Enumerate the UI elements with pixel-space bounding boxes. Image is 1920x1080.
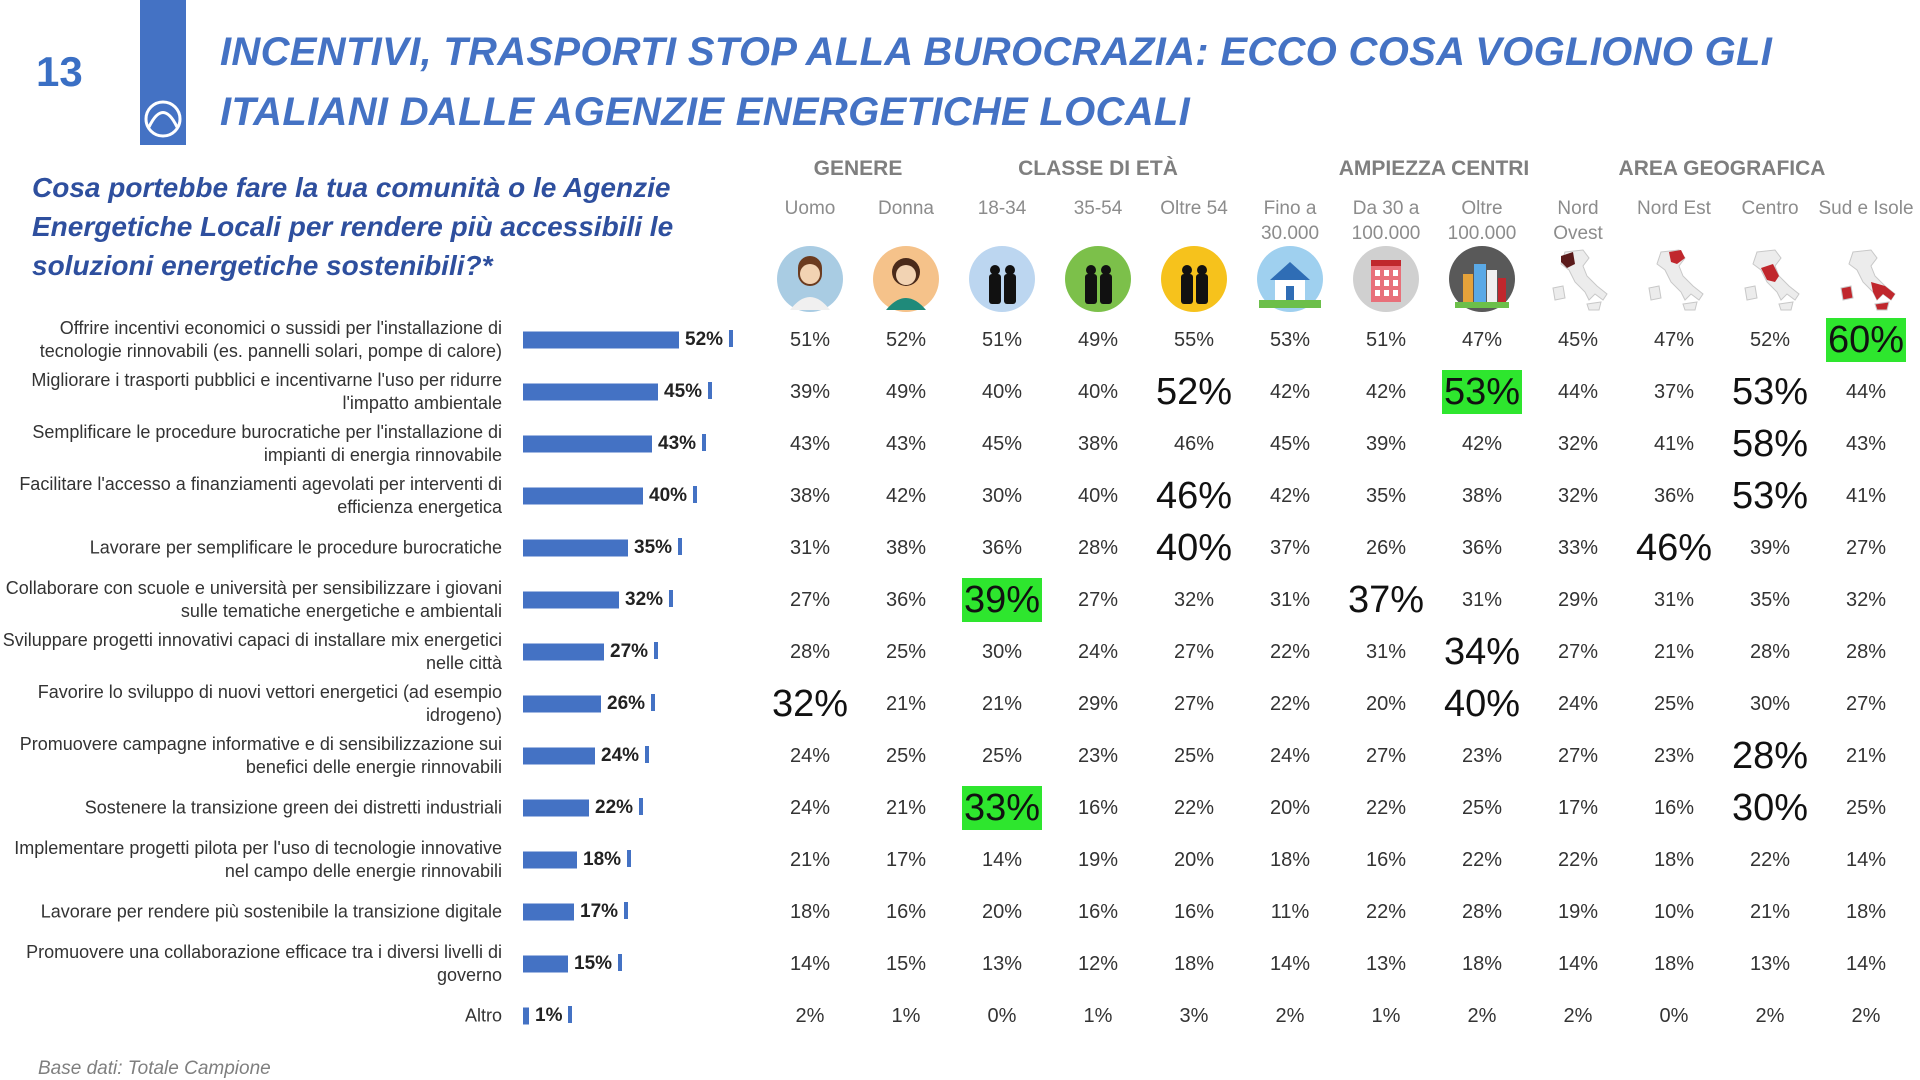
total-bar-value-text: 17% [580,901,619,922]
table-cell: 24% [789,745,831,767]
table-cell: 27% [1557,641,1599,663]
total-bar-value [649,485,697,507]
table-cell: 31% [1461,589,1503,611]
table-cell: 29% [1557,589,1599,611]
total-bar-value-text: 18% [583,849,622,870]
table-cell: 36% [885,589,927,611]
table-cell: 17% [885,849,927,871]
table-cell: 19% [1557,901,1599,923]
table-cell: 53% [1731,475,1809,517]
total-bar-value [607,693,655,715]
table-cell: 2% [1851,1005,1881,1027]
total-bar-value [658,433,706,455]
row-label: Facilitare l'accesso a finanziamenti agevolati per interventi di efficienza energetica [19,474,502,517]
table-cell: 25% [1461,797,1503,819]
table-cell: 22% [1749,849,1791,871]
row-label: Lavorare per rendere più sostenibile la transizione digitale [40,901,502,922]
total-bar [523,384,658,401]
table-cell: 58% [1731,423,1809,465]
group-header-1: CLASSE DI ETÀ [1018,157,1178,180]
total-bar-value-text: 32% [625,589,664,610]
total-bar-tick [627,850,631,867]
column-header-1: Donna [878,198,934,219]
table-cell: 44% [1557,381,1599,403]
table-cell: 33% [963,787,1041,829]
total-bar-tick [639,798,643,815]
table-cell: 40% [1077,381,1119,403]
table-cell: 49% [885,381,927,403]
table-cell: 38% [1461,485,1503,507]
table-cell: 35% [1365,485,1407,507]
table-cell: 38% [885,537,927,559]
table-cell: 27% [1173,641,1215,663]
total-bar-value-text: 24% [601,745,640,766]
total-bar [523,800,589,817]
italy-map-south-icon [1831,244,1901,314]
table-cell: 26% [1365,537,1407,559]
table-cell: 12% [1077,953,1119,975]
table-cell: 21% [885,693,927,715]
table-cell: 18% [1461,953,1503,975]
total-bar [523,748,595,765]
total-bar-tick [708,382,712,399]
total-bar [523,696,601,713]
table-cell: 16% [1365,849,1407,871]
total-bar-value [634,537,682,559]
table-cell: 22% [1557,849,1599,871]
page-number: 13 [36,48,83,95]
table-cell: 45% [981,433,1023,455]
total-bar-value [625,589,673,611]
table-cell: 29% [1077,693,1119,715]
table-cell: 21% [885,797,927,819]
table-cell: 24% [1077,641,1119,663]
table-cell: 24% [789,797,831,819]
table-cell: 2% [1275,1005,1305,1027]
table-cell: 18% [789,901,831,923]
survey-question: Cosa portebbe fare la tua comunità o le Agenzie Energetiche Locali per rendere più accessibili le soluzioni energetiche sostenibili?* [32,172,674,281]
table-cell: 2% [1563,1005,1593,1027]
table-cell: 22% [1173,797,1215,819]
column-header-0: Uomo [784,198,836,219]
table-cell: 30% [981,641,1023,663]
table-cell: 55% [1173,329,1215,351]
table-cell: 23% [1077,745,1119,767]
table-cell: 37% [1347,579,1425,621]
table-cell: 53% [1443,371,1521,413]
table-cell: 38% [789,485,831,507]
table-cell: 18% [1269,849,1311,871]
total-bar-tick [645,746,649,763]
table-cell: 30% [1731,787,1809,829]
table-cell: 18% [1173,953,1215,975]
table-cell: 2% [795,1005,825,1027]
table-cell: 37% [1653,381,1695,403]
table-cell: 36% [981,537,1023,559]
table-cell: 20% [1173,849,1215,871]
table-cell: 25% [885,745,927,767]
table-cell: 42% [1269,381,1311,403]
total-bar-value [685,329,733,351]
table-cell: 32% [1845,589,1887,611]
table-cell: 24% [1557,693,1599,715]
column-header-10: Centro [1741,198,1799,219]
table-cell: 42% [885,485,927,507]
total-bar-tick [654,642,658,659]
table-cell: 22% [1269,641,1311,663]
table-cell: 40% [1155,527,1233,569]
table-cell: 31% [1653,589,1695,611]
row-label: Offrire incentivi economici o sussidi per l'installazione di tecnologie rinnovabili (es. pannelli solari, pompe di calore) [39,318,502,361]
total-bar-value-text: 40% [649,485,688,506]
total-bar-tick [618,954,622,971]
table-cell: 43% [789,433,831,455]
table-cell: 40% [1077,485,1119,507]
medium-town-icon [1351,244,1421,314]
group-header-3: AREA GEOGRAFICA [1618,157,1826,180]
total-bar-value [601,745,649,767]
column-header-9: Nord Est [1637,198,1711,219]
table-cell: 49% [1077,329,1119,351]
group-header-0: GENERE [813,157,903,180]
table-cell: 14% [1269,953,1311,975]
total-bar-tick [669,590,673,607]
column-header-2: 18-34 [977,198,1027,219]
italy-map-northeast-icon [1639,244,1709,314]
table-cell: 42% [1365,381,1407,403]
total-bar-value-text: 22% [595,797,634,818]
big-city-icon [1447,244,1517,314]
table-cell: 38% [1077,433,1119,455]
total-bar [523,1008,529,1025]
table-cell: 30% [981,485,1023,507]
table-cell: 42% [1461,433,1503,455]
table-cell: 13% [1365,953,1407,975]
table-cell: 36% [1461,537,1503,559]
italy-map-center-icon [1735,244,1805,314]
total-bar-value [574,953,622,975]
table-cell: 31% [1269,589,1311,611]
young-couple-icon [967,244,1037,314]
table-cell: 25% [1173,745,1215,767]
table-cell: 16% [1173,901,1215,923]
table-cell: 34% [1443,631,1521,673]
table-cell: 60% [1827,319,1905,361]
table-cell: 27% [1077,589,1119,611]
woman-avatar-icon [871,244,941,314]
table-cell: 52% [885,329,927,351]
table-cell: 25% [1845,797,1887,819]
total-bar-value [583,849,631,871]
table-cell: 46% [1635,527,1713,569]
column-header-5: Fino a 30.000 [1260,198,1320,244]
table-cell: 27% [1557,745,1599,767]
table-cell: 25% [1653,693,1695,715]
table-cell: 37% [1269,537,1311,559]
total-bar-value [535,1005,572,1027]
column-header-3: 35-54 [1073,198,1123,219]
table-cell: 13% [1749,953,1791,975]
total-bar [523,332,679,349]
table-cell: 10% [1653,901,1695,923]
table-cell: 27% [1365,745,1407,767]
small-house-icon [1255,244,1325,314]
table-cell: 39% [963,579,1041,621]
total-bar-value-text: 27% [610,641,649,662]
total-bar [523,904,574,921]
brand-logo-icon [140,96,186,142]
total-bar-value-text: 45% [664,381,703,402]
table-cell: 14% [1845,953,1887,975]
table-cell: 1% [1371,1005,1401,1027]
table-cell: 52% [1155,371,1233,413]
table-cell: 21% [1845,745,1887,767]
adult-couple-icon [1063,244,1133,314]
table-cell: 51% [1365,329,1407,351]
table-cell: 18% [1653,953,1695,975]
table-cell: 21% [1749,901,1791,923]
total-bar [523,540,628,557]
table-cell: 1% [891,1005,921,1027]
row-label: Promuovere una collaborazione efficace tra i diversi livelli di governo [26,942,502,985]
table-cell: 23% [1461,745,1503,767]
table-cell: 22% [1365,901,1407,923]
table-cell: 28% [1461,901,1503,923]
column-header-4: Oltre 54 [1160,198,1228,219]
total-bar [523,644,604,661]
total-bar-value [580,901,628,923]
row-label: Favorire lo sviluppo di nuovi vettori energetici (ad esempio idrogeno) [37,682,502,725]
table-cell: 39% [789,381,831,403]
row-label: Lavorare per semplificare le procedure burocratiche [89,537,502,558]
table-cell: 52% [1749,329,1791,351]
table-cell: 22% [1365,797,1407,819]
total-bar-tick [624,902,628,919]
table-cell: 2% [1755,1005,1785,1027]
table-cell: 24% [1269,745,1311,767]
table-cell: 19% [1077,849,1119,871]
table-cell: 14% [981,849,1023,871]
total-bar [523,956,568,973]
column-header-7: Oltre 100.000 [1447,198,1517,244]
total-bar [523,852,577,869]
total-bar [523,488,643,505]
table-cell: 16% [1077,901,1119,923]
table-cell: 18% [1845,901,1887,923]
table-cell: 42% [1269,485,1311,507]
table-cell: 40% [981,381,1023,403]
table-cell: 21% [1653,641,1695,663]
table-cell: 27% [1173,693,1215,715]
total-bar-tick [651,694,655,711]
table-cell: 20% [1269,797,1311,819]
table-cell: 47% [1653,329,1695,351]
table-cell: 33% [1557,537,1599,559]
table-cell: 30% [1749,693,1791,715]
table-cell: 51% [981,329,1023,351]
total-bar [523,436,652,453]
total-bar-value-text: 35% [634,537,673,558]
row-label: Altro [464,1005,502,1026]
table-cell: 44% [1845,381,1887,403]
total-bar-tick [702,434,706,451]
table-cell: 0% [1659,1005,1689,1027]
row-label: Sviluppare progetti innovativi capaci di installare mix energetici nelle città [2,630,502,673]
table-cell: 22% [1269,693,1311,715]
table-cell: 27% [1845,693,1887,715]
row-label: Sostenere la transizione green dei distretti industriali [84,797,502,818]
table-cell: 31% [1365,641,1407,663]
table-cell: 28% [1749,641,1791,663]
table-cell: 23% [1653,745,1695,767]
table-cell: 41% [1653,433,1695,455]
column-header-8: Nord Ovest [1553,198,1603,244]
table-cell: 27% [1845,537,1887,559]
table-cell: 16% [1077,797,1119,819]
table-cell: 14% [789,953,831,975]
table-cell: 53% [1731,371,1809,413]
table-cell: 3% [1179,1005,1209,1027]
table-cell: 14% [1845,849,1887,871]
table-cell: 46% [1155,475,1233,517]
data-source-note: Base dati: Totale Campione [38,1058,271,1079]
total-bar-value [610,641,658,663]
total-bar-value [595,797,643,819]
table-cell: 25% [885,641,927,663]
group-header-2: AMPIEZZA CENTRI [1338,157,1530,180]
table-cell: 51% [789,329,831,351]
table-cell: 25% [981,745,1023,767]
table-cell: 46% [1173,433,1215,455]
table-cell: 15% [885,953,927,975]
man-avatar-icon [775,244,845,314]
column-header-6: Da 30 a 100.000 [1351,198,1421,244]
table-cell: 32% [771,683,849,725]
italy-map-northwest-icon [1543,244,1613,314]
table-cell: 35% [1749,589,1791,611]
table-cell: 20% [1365,693,1407,715]
row-label: Implementare progetti pilota per l'uso di tecnologie innovative nel campo delle energie rinnovabili [14,838,502,881]
table-cell: 32% [1557,433,1599,455]
table-cell: 39% [1365,433,1407,455]
table-cell: 21% [981,693,1023,715]
table-cell: 32% [1557,485,1599,507]
table-cell: 11% [1270,901,1310,923]
total-bar-value-text: 52% [685,329,724,350]
table-cell: 31% [789,537,831,559]
page-title: INCENTIVI, TRASPORTI STOP ALLA BUROCRAZIA: ECCO COSA VOGLIONO GLI ITALIANI DALLE AGENZIE ENERGETICHE LOCALI [220,30,1773,134]
total-bar-tick [568,1006,572,1023]
table-cell: 22% [1461,849,1503,871]
total-bar [523,592,619,609]
total-bar-value [664,381,712,403]
table-cell: 20% [981,901,1023,923]
table-cell: 17% [1557,797,1599,819]
table-cell: 16% [1653,797,1695,819]
table-cell: 0% [987,1005,1017,1027]
table-cell: 2% [1467,1005,1497,1027]
table-cell: 41% [1845,485,1887,507]
table-cell: 28% [1077,537,1119,559]
table-cell: 32% [1173,589,1215,611]
table-cell: 28% [1845,641,1887,663]
table-cell: 1% [1083,1005,1113,1027]
total-bar-tick [678,538,682,555]
table-cell: 40% [1443,683,1521,725]
row-label: Migliorare i trasporti pubblici e incentivarne l'uso per ridurre l'impatto ambientale [31,370,502,413]
elderly-couple-icon [1159,244,1229,314]
table-cell: 53% [1269,329,1311,351]
total-bar-value-text: 26% [607,693,646,714]
column-header-11: Sud e Isole [1818,198,1914,219]
row-label: Promuovere campagne informative e di sensibilizzazione sui benefici delle energie rinnovabili [19,734,502,777]
total-bar-value-text: 15% [574,953,613,974]
table-cell: 45% [1269,433,1311,455]
table-cell: 39% [1749,537,1791,559]
table-cell: 28% [789,641,831,663]
table-cell: 45% [1557,329,1599,351]
table-cell: 43% [1845,433,1887,455]
table-cell: 47% [1461,329,1503,351]
table-cell: 13% [981,953,1023,975]
table-cell: 28% [1731,735,1809,777]
table-cell: 43% [885,433,927,455]
row-label: Semplificare le procedure burocratiche per l'installazione di impianti di energia rinnovabile [32,422,502,465]
table-cell: 14% [1557,953,1599,975]
total-bar-tick [693,486,697,503]
table-cell: 18% [1653,849,1695,871]
total-bar-tick [729,330,733,347]
row-label: Collaborare con scuole e università per sensibilizzare i giovani sulle tematiche energetiche e ambientali [5,578,502,621]
table-cell: 27% [789,589,831,611]
total-bar-value-text: 43% [658,433,697,454]
table-cell: 21% [789,849,831,871]
table-cell: 36% [1653,485,1695,507]
total-bar-value-text: 1% [535,1005,563,1026]
table-cell: 16% [885,901,927,923]
